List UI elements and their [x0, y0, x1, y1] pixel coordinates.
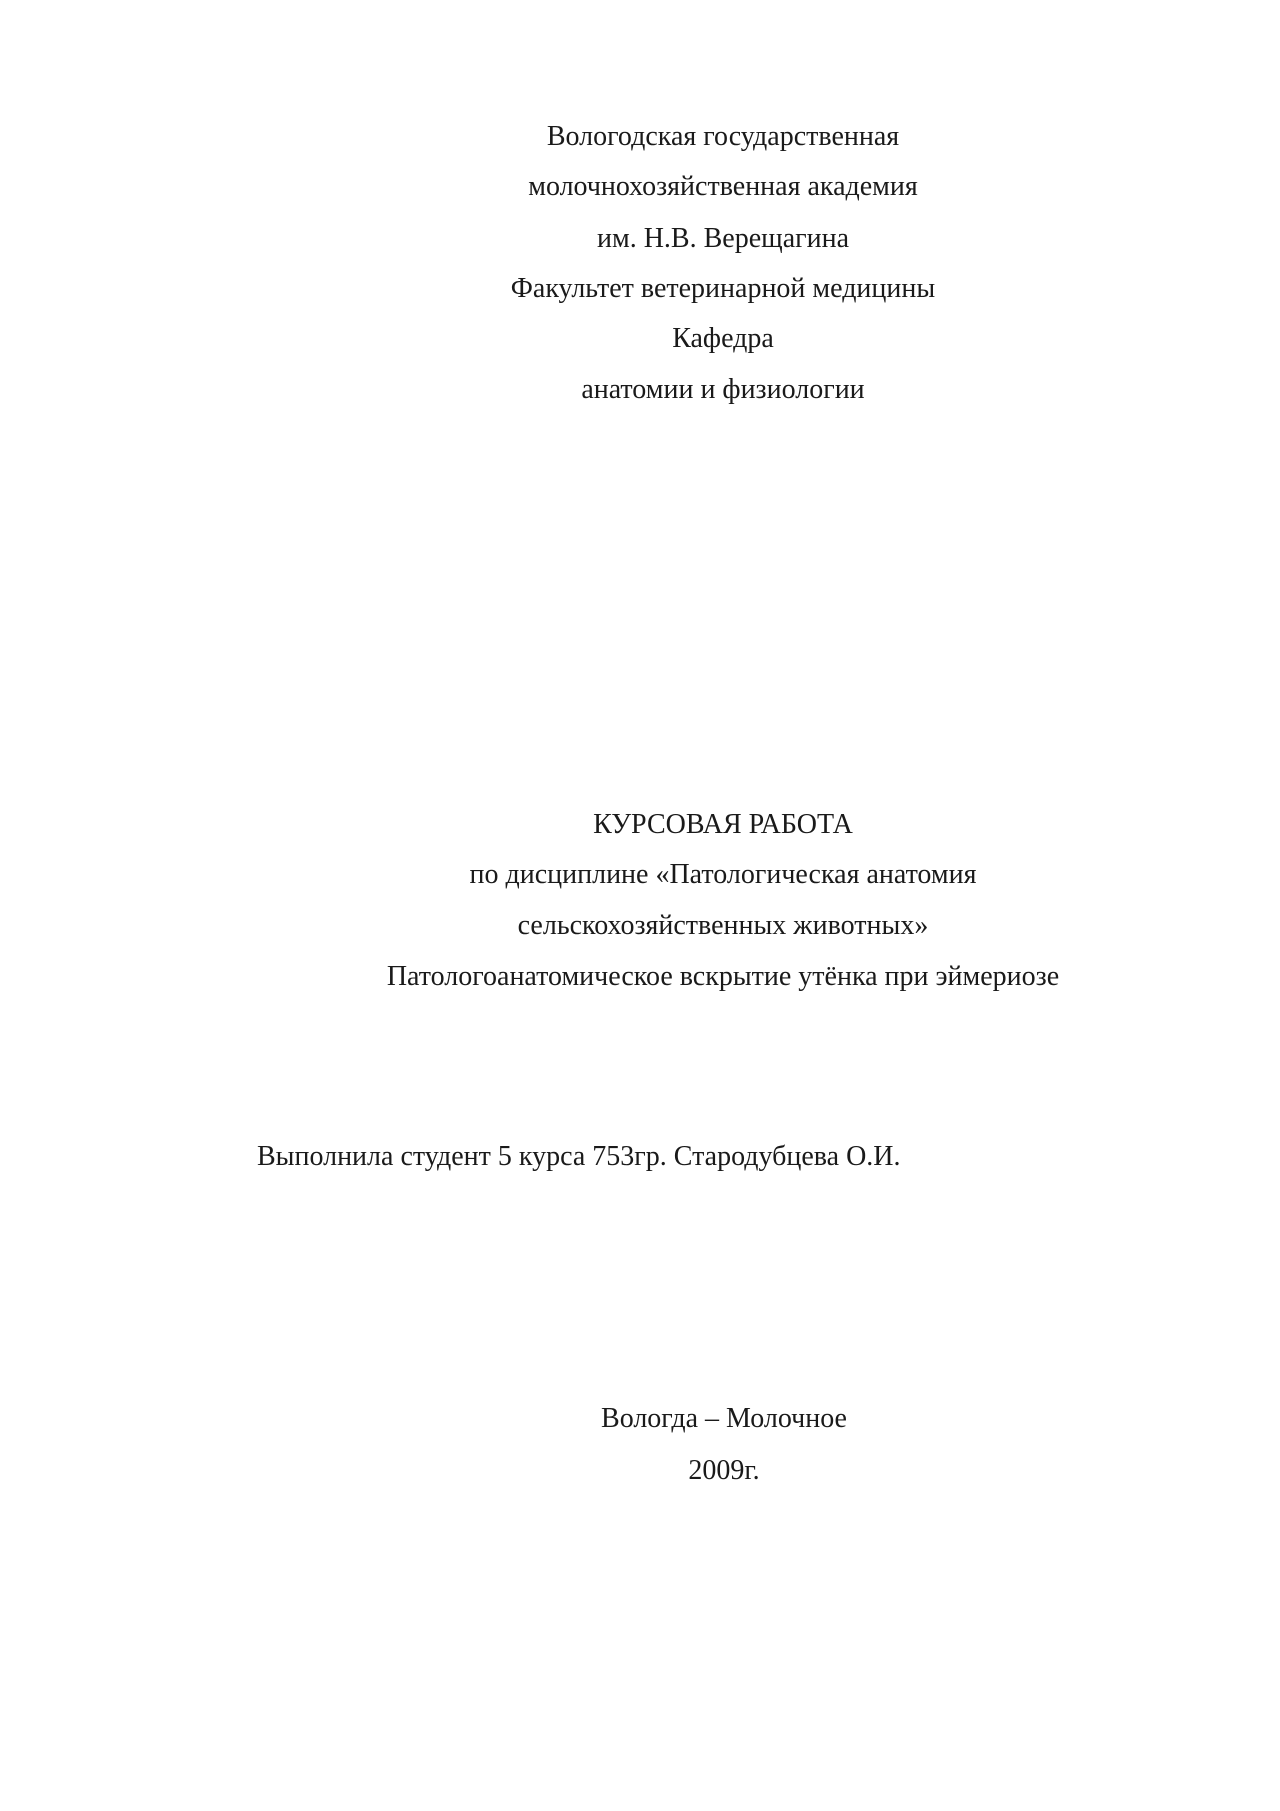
header-line-academy: Вологодская государственная [546, 121, 900, 152]
header-line-department: Кафедра [672, 323, 774, 354]
work-discipline-line2: сельскохозяйственных животных» [517, 910, 929, 941]
header-line-academy-type: молочнохозяйственная академия [528, 171, 918, 202]
header-line-faculty: Факультет ветеринарной медицины [510, 273, 936, 304]
header-line-named-after: им. Н.В. Верещагина [597, 223, 849, 254]
work-topic: Патологоанатомическое вскрытие утёнка при эймериозе [386, 961, 1060, 992]
header-line-department-name: анатомии и физиологии [581, 374, 865, 405]
footer-year: 2009г. [688, 1455, 760, 1486]
work-discipline-line1: по дисциплине «Патологическая анатомия [469, 859, 977, 890]
work-type: КУРСОВАЯ РАБОТА [593, 809, 853, 840]
author-line: Выполнила студент 5 курса 753гр. Стародубцева О.И. [257, 1141, 901, 1172]
footer-city: Вологда – Молочное [601, 1403, 847, 1434]
